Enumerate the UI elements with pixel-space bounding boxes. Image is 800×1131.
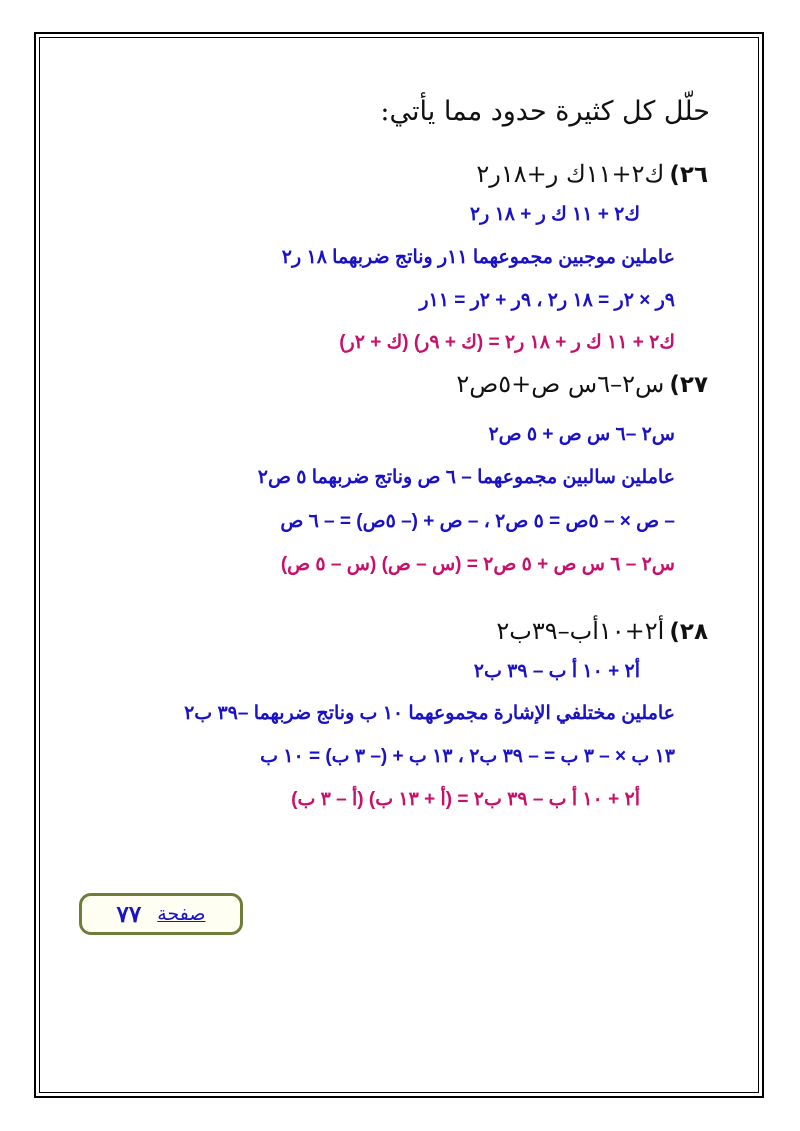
- problem-expression: س٢–٦س ص+٥ص٢: [456, 370, 665, 398]
- problem-27-step-1: س٢ –٦ س ص + ٥ ص٢: [488, 424, 675, 445]
- problem-27-step-3: – ص × – ٥ص = ٥ ص٢ ، – ص + (– ٥ص) = – ٦ ص: [280, 511, 675, 532]
- problem-27-header: [456, 370, 708, 398]
- problem-26-step-2: عاملين موجبين مجموعهما ١١ر وناتج ضربهما ١٨ ر٢: [281, 247, 675, 268]
- problem-28-step-3: ١٣ ب × – ٣ ب = – ٣٩ ب٢ ، ١٣ ب + (– ٣ ب) = ١٠ ب: [260, 746, 675, 767]
- problem-27-step-2: عاملين سالبين مجموعهما – ٦ ص وناتج ضربهما ٥ ص٢: [257, 467, 675, 488]
- problem-expression: ك٢+١١ك ر+١٨ر٢: [476, 160, 665, 188]
- problem-27-answer: س٢ – ٦ س ص + ٥ ص٢ = (س – ص) (س – ٥ ص): [280, 554, 675, 575]
- problem-number: ٢٦): [669, 162, 708, 188]
- problem-28-header: [496, 617, 708, 645]
- page-number: ٧٧: [116, 900, 142, 927]
- problem-28-answer: أ٢ + ١٠ أ ب – ٣٩ ب٢ = (أ + ١٣ ب) (أ – ٣ ب): [291, 789, 640, 810]
- section-title: حلّل كل كثيرة حدود مما يأتي:: [380, 96, 710, 127]
- problem-26-step-1: ك٢ + ١١ ك ر + ١٨ ر٢: [469, 204, 640, 225]
- problem-28-step-1: أ٢ + ١٠ أ ب – ٣٩ ب٢: [473, 661, 640, 682]
- problem-26-step-3: ٩ر × ٢ر = ١٨ ر٢ ، ٩ر + ٢ر = ١١ر: [419, 290, 675, 311]
- problem-28-step-2: عاملين مختلفي الإشارة مجموعهما ١٠ ب وناتج ضربهما –٣٩ ب٢: [184, 703, 675, 724]
- problem-number: ٢٨): [669, 619, 708, 645]
- problem-number: ٢٧): [669, 372, 708, 398]
- page-label: صفحة: [157, 903, 206, 925]
- problem-26-header: [476, 160, 708, 188]
- page-number-badge: [79, 893, 243, 935]
- problem-26-answer: ك٢ + ١١ ك ر + ١٨ ر٢ = (ك + ٩ر) (ك + ٢ر): [339, 332, 675, 353]
- problem-expression: أ٢+١٠أب–٣٩ب٢: [496, 617, 665, 645]
